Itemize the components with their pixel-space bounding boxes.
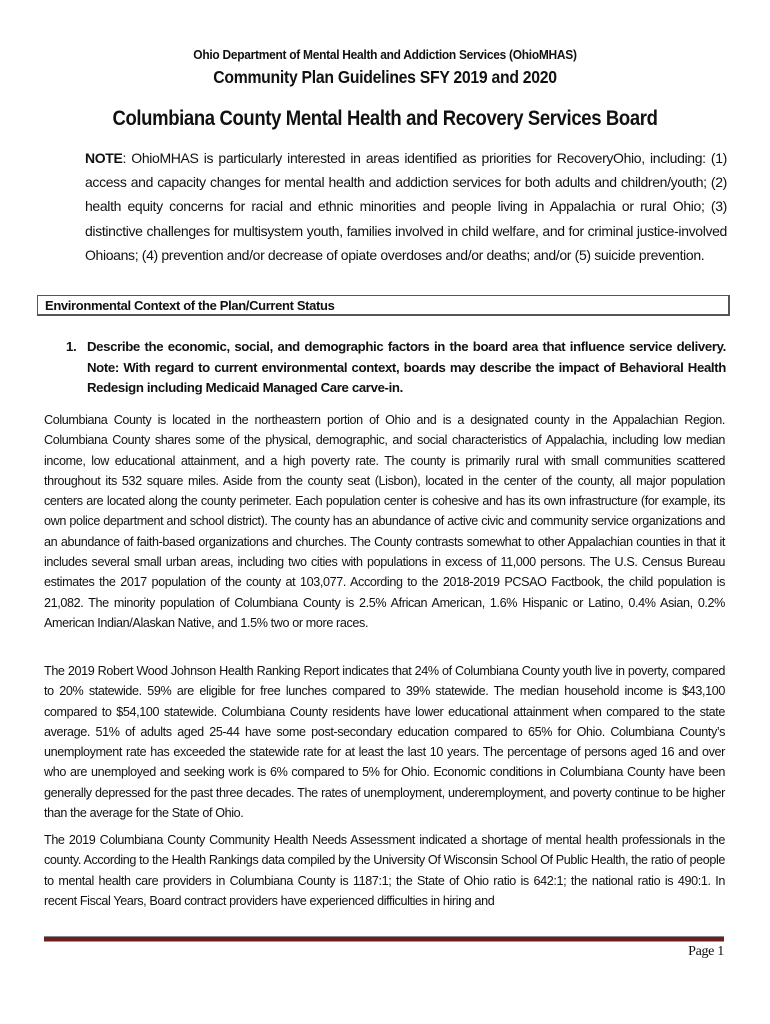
question-item bbox=[66, 337, 726, 399]
body-paragraph: The 2019 Robert Wood Johnson Health Ranking Report indicates that 24% of Columbiana County youth live in poverty, compared to 20% statewide. 59% are eligible for free lunches compared to 39% statewide. The median household income is $43,100 compared to $54,100 statewide. Columbiana County residents have lower educational attainment when compared to the state average. 51% of adults aged 25-44 have some post-secondary education compared to 65% for Ohio. Columbiana County’s unemployment rate has exceeded the statewide rate for at least the last 10 years. The percentage of persons aged 16 and over who are unemployed and seeking work is 6% compared to 5% for Ohio. Economic conditions in Columbiana County have been generally depressed for the past three decades. The rates of unemployment, underemployment, and poverty continue to be higher than the average for the State of Ohio. bbox=[44, 664, 725, 821]
guidelines-title: Community Plan Guidelines SFY 2019 and 2020 bbox=[213, 67, 557, 87]
section-title: Environmental Context of the Plan/Current Status bbox=[45, 298, 335, 313]
body-paragraph: The 2019 Columbiana County Community Health Needs Assessment indicated a shortage of mental health professionals in the county. According to the Health Rankings data compiled by the University Of Wisconsin School Of Public Health, the ratio of people to mental health care providers in Columbiana County is 1187:1; the State of Ohio ratio is 642:1; the national ratio is 490:1. In recent Fiscal Years, Board contract providers have experienced difficulties in hiring and bbox=[44, 833, 725, 908]
note-label: NOTE bbox=[85, 150, 123, 166]
footer-rule-underline bbox=[44, 941, 724, 942]
question-number: 1. bbox=[66, 339, 77, 354]
body-paragraph: Columbiana County is located in the northeastern portion of Ohio and is a designated county in the Appalachian Region. Columbiana County shares some of the physical, demographic, and social characteristics of Appalachia, including low median income, low educational attainment, and a high poverty rate. The county is primarily rural with small communities scattered throughout its 532 square miles. Aside from the county seat (Lisbon), located in the center of the county, all major population centers are located along the county perimeter. Each population center is cohesive and has its own infrastructure (for example, its own police department and school district). The county has an abundance of active civic and community service organizations and an abundance of faith-based organizations and churches. The County contrasts somewhat to other Appalachian counties in that it includes several small urban areas, including two cities with populations in excess of 11,000 persons. The U.S. Census Bureau estimates the 2017 population of the county at 103,077. According to the 2018-2019 PCSAO Factbook, the child population is 21,082. The minority population of Columbiana County is 2.5% African American, 1.6% Hispanic or Latino, 0.4% Asian, 0.2% American Indian/Alaskan Native, and 1.5% two or more races. bbox=[44, 413, 725, 630]
department-header: Ohio Department of Mental Health and Addiction Services (OhioMHAS) bbox=[193, 47, 577, 62]
note-text: : OhioMHAS is particularly interested in areas identified as priorities for RecoveryOhio, including: (1) access and capacity changes for mental health and addiction services for both adults and children/youth; (2) health equity concerns for racial and ethnic minorities and people living in Appalachia or rural Ohio; (3) distinctive challenges for multisystem youth, families involved in child welfare, and for criminal justice-involved Ohioans; (4) prevention and/or decrease of opiate overdoses and/or deaths; and/or (5) suicide prevention. bbox=[85, 150, 727, 263]
question-text: Describe the economic, social, and demographic factors in the board area that influence service delivery. Note: With regard to current environmental context, boards may describe the impact of Behavioral Health Redesign including Medicaid Managed Care carve-in. bbox=[87, 339, 726, 395]
board-title: Columbiana County Mental Health and Recovery Services Board bbox=[112, 107, 658, 130]
section-header-box bbox=[37, 295, 730, 316]
page-number: Page 1 bbox=[688, 944, 724, 959]
note-paragraph bbox=[85, 146, 727, 267]
